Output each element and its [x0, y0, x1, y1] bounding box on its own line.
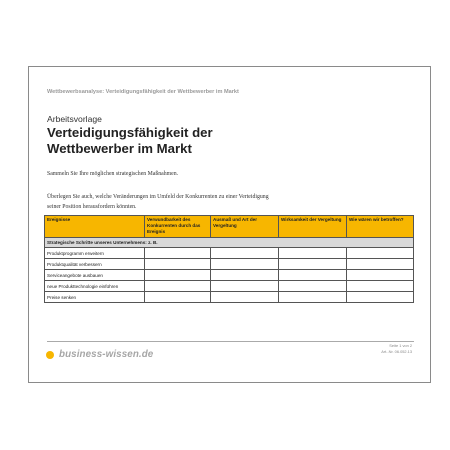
input-cell[interactable] — [347, 281, 414, 292]
table-row — [45, 259, 414, 270]
input-cell[interactable] — [347, 248, 414, 259]
brand-logo[interactable] — [46, 349, 153, 360]
logo-text: business-wissen.de — [59, 349, 154, 360]
input-cell[interactable] — [347, 270, 414, 281]
title-line-1: Verteidigungsfähigkeit der — [47, 125, 213, 140]
event-label: Preise senken — [45, 292, 145, 303]
input-cell[interactable] — [211, 281, 279, 292]
event-label: Produktqualität verbessern — [45, 259, 145, 270]
logo-dot-icon — [46, 351, 54, 359]
input-cell[interactable] — [347, 259, 414, 270]
column-header: Wie wären wir betroffen? — [347, 216, 414, 238]
input-cell[interactable] — [279, 270, 347, 281]
document-title — [47, 125, 213, 157]
section-row — [45, 238, 414, 248]
input-cell[interactable] — [145, 248, 211, 259]
column-header: Wirksamkeit der Vergeltung — [279, 216, 347, 238]
input-cell[interactable] — [145, 270, 211, 281]
column-header: Ereignisse — [45, 216, 145, 238]
table-row — [45, 270, 414, 281]
document-kicker: Arbeitsvorlage — [47, 114, 102, 124]
column-header: Verwundbarkeit des Konkurrenten durch das Ereignis — [145, 216, 211, 238]
table-header-row — [45, 216, 414, 238]
footer-meta — [381, 343, 412, 355]
event-label: Serviceangebote ausbauen — [45, 270, 145, 281]
footer-divider — [47, 341, 414, 342]
event-label: neue Produkttechnologie einführen — [45, 281, 145, 292]
event-label: Produktprogramm erweitern — [45, 248, 145, 259]
worksheet-page — [28, 66, 431, 383]
intro-text: Sammeln Sie Ihre möglichen strategischen Maßnahmen. — [47, 171, 179, 177]
input-cell[interactable] — [211, 259, 279, 270]
section-label: Strategische Schritte unseres Unternehmens: z. B. — [45, 238, 414, 248]
column-header: Ausmaß und Art der Vergeltung — [211, 216, 279, 238]
running-header: Wettbewerbsanalyse: Verteidigungsfähigkeit der Wettbewerber im Markt — [47, 89, 239, 95]
input-cell[interactable] — [279, 281, 347, 292]
title-line-2: Wettbewerber im Markt — [47, 141, 192, 156]
input-cell[interactable] — [279, 292, 347, 303]
input-cell[interactable] — [211, 270, 279, 281]
table-row — [45, 248, 414, 259]
input-cell[interactable] — [279, 248, 347, 259]
input-cell[interactable] — [145, 292, 211, 303]
analysis-table — [44, 215, 414, 303]
input-cell[interactable] — [279, 259, 347, 270]
table-row — [45, 281, 414, 292]
input-cell[interactable] — [347, 292, 414, 303]
table-row — [45, 292, 414, 303]
instruction-paragraph: Überlegen Sie auch, welche Veränderungen im Umfeld der Konkurrenten zu einer Verteidigung seiner Position herausfordern könnten. — [47, 194, 269, 210]
input-cell[interactable] — [211, 248, 279, 259]
article-number: Art.-Nr. 06.052.13 — [381, 349, 412, 354]
input-cell[interactable] — [145, 281, 211, 292]
input-cell[interactable] — [145, 259, 211, 270]
input-cell[interactable] — [211, 292, 279, 303]
page-number: Seite 1 von 2 — [389, 343, 412, 348]
